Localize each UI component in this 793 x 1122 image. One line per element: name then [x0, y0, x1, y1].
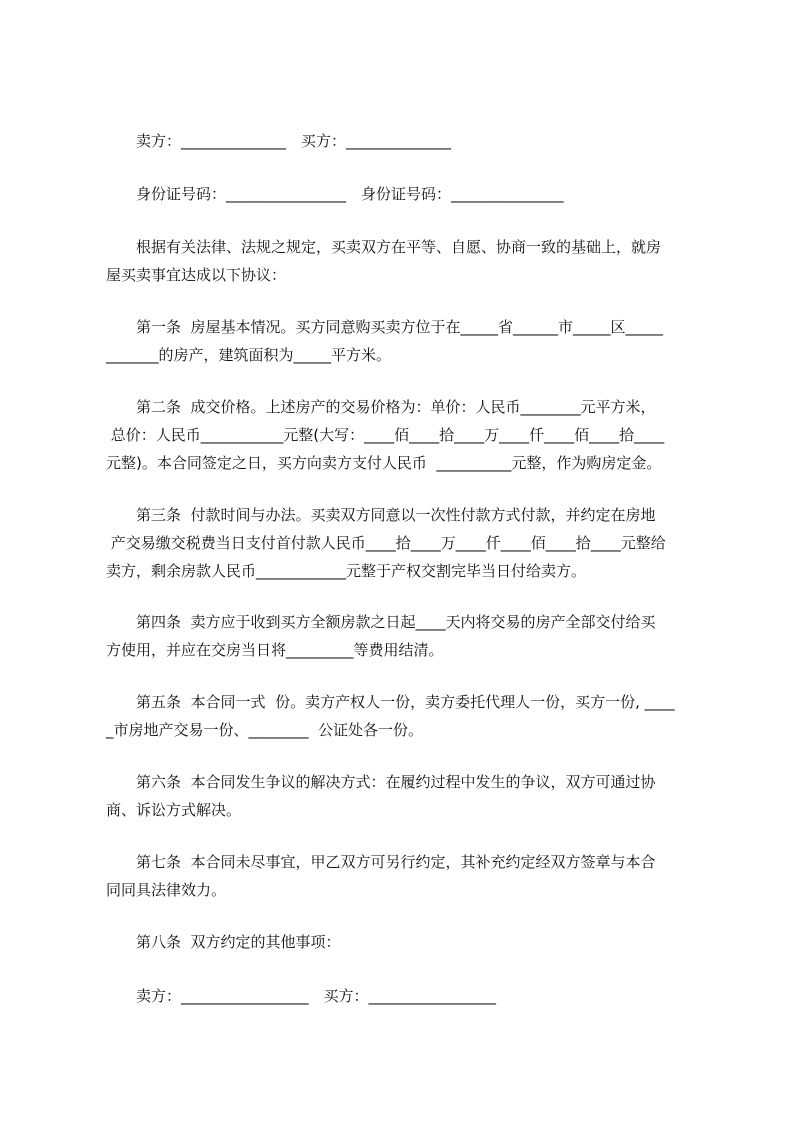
- article-1-line-1: 第一条 房屋基本情况。买方同意购买卖方位于在_____省______市_____区_____: [106, 318, 664, 336]
- article-8-line-1: 第八条 双方约定的其他事项：: [106, 933, 341, 951]
- header-id-numbers: 身份证号码：________________ 身份证号码：_______________: [106, 185, 564, 203]
- article-7-line-2: 同同具法律效力。: [106, 881, 227, 899]
- header-seller-buyer: 卖方：______________ 买方：______________: [106, 132, 452, 150]
- article-2-line-3: 元整)。本合同签定之日，买方向卖方支付人民币 __________元整，作为购房定金。: [106, 454, 662, 472]
- article-5-line-2: _市房地产交易一份、________ 公证处各一份。: [106, 721, 424, 739]
- preamble-line-2: 屋买卖事宜达成以下协议：: [106, 266, 287, 284]
- article-3-line-1: 第三条 付款时间与办法。买卖双方同意以一次性付款方式付款，并约定在房地: [106, 506, 656, 524]
- article-7-line-1: 第七条 本合同未尽事宜，甲乙双方可另行约定，其补充约定经双方签章与本合: [106, 853, 656, 871]
- article-2-line-1: 第二条 成交价格。上述房产的交易价格为：单价：人民币________元平方米，: [106, 398, 656, 416]
- article-6-line-1: 第六条 本合同发生争议的解决方式：在履约过程中发生的争议，双方可通过协: [106, 773, 656, 791]
- preamble-line-1: 根据有关法律、法规之规定，买卖双方在平等、自愿、协商一致的基础上，就房: [106, 238, 662, 256]
- article-2-line-2: 总价：人民币___________元整(大写：____佰____拾____万____仟____佰____拾____: [106, 426, 665, 444]
- article-3-line-2: 产交易缴交税费当日支付首付款人民币____拾____万____仟____佰____拾____元整给: [106, 534, 666, 552]
- article-4-line-1: 第四条 卖方应于收到买方全额房款之日起____天内将交易的房产全部交付给买: [106, 613, 656, 631]
- article-5-line-1: 第五条 本合同一式 份。卖方产权人一份，卖方委托代理人一份，买方一份, ____: [106, 693, 675, 711]
- article-3-line-3: 卖方，剩余房款人民币____________元整于产权交割完毕当日付给卖方。: [106, 562, 587, 580]
- article-4-line-2: 方使用，并应在交房当日将_________等费用结清。: [106, 641, 444, 659]
- article-1-line-2: _______的房产，建筑面积为_____平方米。: [106, 346, 392, 364]
- footer-seller-buyer: 卖方：_________________ 买方：_________________: [106, 987, 497, 1005]
- article-6-line-2: 商、诉讼方式解决。: [106, 801, 242, 819]
